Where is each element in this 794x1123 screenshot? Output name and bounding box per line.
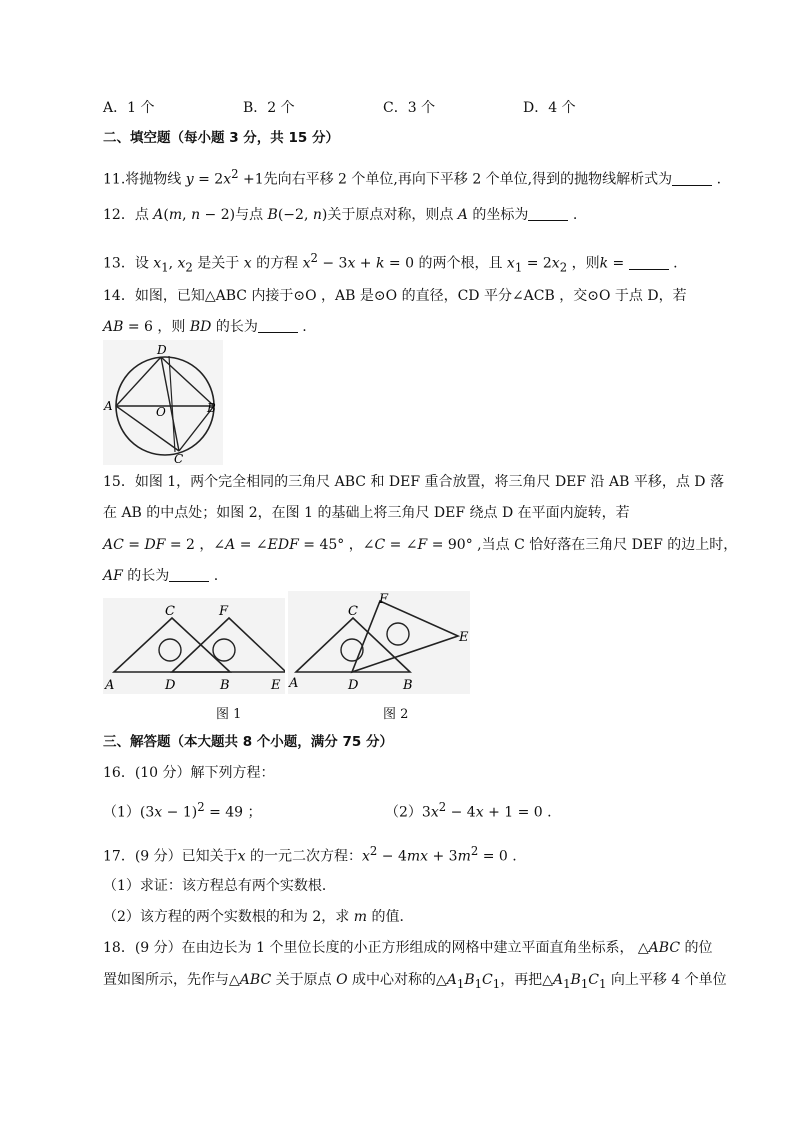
question-17-part1: （1）求证：该方程总有两个实数根．: [103, 878, 336, 894]
fig1-label-a: A: [105, 678, 115, 693]
option-b: B．2 个: [243, 100, 295, 116]
question-15-line4: AF 的长为 .: [103, 568, 219, 584]
question-14-line1: 14．如图，已知△ABC 内接于⊙O ，AB 是⊙O 的直径，CD 平分∠ACB ，交⊙O 于点 D，若: [103, 288, 687, 304]
section-answer-title: 三、解答题（本大题共 8 个小题，满分 75 分）: [103, 734, 393, 750]
question-12: 12．点 A(m, n − 2)与点 B(−2, n)关于原点对称，则点 A 的坐标为 .: [103, 207, 578, 223]
question-15-line2: 在 AB 的中点处；如图 2，在图 1 的基础上将三角尺 DEF 绕点 D 在平面内旋转，若: [103, 505, 630, 521]
fig1-label-b: B: [220, 678, 230, 693]
fig1-label-f: F: [219, 604, 229, 619]
figure-1: [103, 598, 285, 694]
figure-1-caption: 图 1: [216, 707, 242, 722]
fig2-label-c: C: [348, 604, 358, 619]
question-18-line1: 18．(9 分）在由边长为 1 个里位长度的小正方形组成的网格中建立平面直角坐标系， △ABC 的位: [103, 940, 713, 956]
fig2-label-d: D: [348, 678, 359, 693]
fig2-label-e: E: [459, 630, 469, 645]
circle-figure: [103, 340, 223, 465]
fig2-label-a: A: [289, 676, 299, 691]
figure-2-caption: 图 2: [383, 707, 409, 722]
question-11: 11.将抛物线 $y = 2x^2 +1$先向右平移 2 个单位,再向下平移 2 个单位,得到的抛物线解析式为 .: [103, 167, 722, 188]
question-16: 16．(10 分）解下列方程：: [103, 765, 275, 781]
question-15-line3: AC = DF = 2 ，∠A = ∠EDF = 45° ，∠C = ∠F = 90° ,当点 C 恰好落在三角尺 DEF 的边上时，: [103, 537, 738, 553]
fig1-label-c: C: [165, 604, 175, 619]
question-16-part2: $(2)3x^2 - 4x + 1 = 0$ .: [385, 800, 552, 821]
fig1-label-e: E: [271, 678, 281, 693]
label-b: B: [207, 401, 216, 415]
label-d: D: [157, 343, 167, 357]
question-16-part1: $(1)(3x - 1)^2 = 49$ ；: [103, 800, 262, 821]
option-c: C．3 个: [383, 100, 436, 116]
section-fill-in-title: 二、填空题（每小题 3 分，共 15 分）: [103, 130, 339, 146]
fig1-label-d: D: [165, 678, 176, 693]
label-o: O: [156, 405, 166, 419]
fig2-label-f: F: [379, 592, 389, 607]
option-d: D．4 个: [523, 100, 576, 116]
question-18-line2: 置如图所示，先作与△ABC 关于原点 O 成中心对称的$\triangle A_1B_1C_1$，再把$\triangle A_1B_1C_1$ 向上平移 4 个单位: [103, 972, 727, 991]
label-a: A: [104, 399, 113, 413]
question-14-line2: AB = 6 ，则 BD 的长为 .: [103, 319, 307, 335]
question-13: 13．设 $x_1$, $x_2$ 是关于 x 的方程 $x^2 - 3x + k = 0$ 的两个根，且 $x_1 = 2x_2$ ，则k = .: [103, 251, 678, 275]
fig2-label-b: B: [403, 678, 413, 693]
label-c: C: [174, 452, 184, 465]
question-17-part2: （2）该方程的两个实数根的和为 2，求 m 的值．: [103, 909, 414, 925]
option-a: A．1 个: [103, 100, 155, 116]
question-15-line1: 15．如图 1，两个完全相同的三角尺 ABC 和 DEF 重合放置，将三角尺 DEF 沿 AB 平移，点 D 落: [103, 474, 724, 490]
question-17: 17．(9 分）已知关于x 的一元二次方程：$x^2 - 4mx + 3m^2 = 0$ .: [103, 844, 517, 865]
figure-2: [288, 591, 470, 694]
